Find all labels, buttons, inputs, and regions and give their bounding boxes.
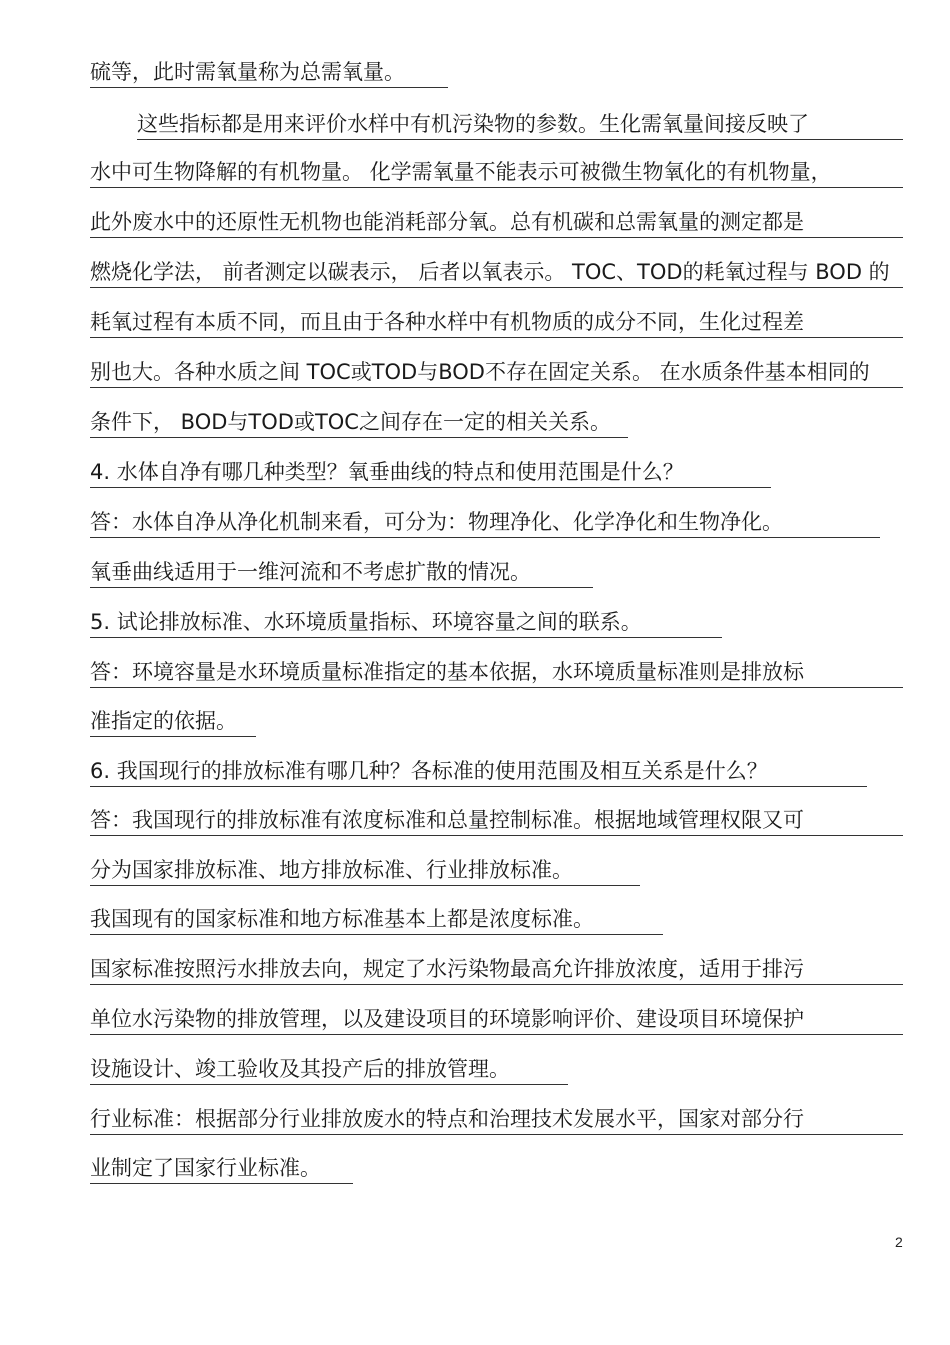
text-line-5: 燃烧化学法， 前者测定以碳表示， 后者以氧表示。 TOC、TOD的耗氧过程与 BOD 的 xyxy=(90,259,903,288)
text-line-8: 条件下， BOD与TOD或TOC之间存在一定的相关关系。 xyxy=(90,409,628,438)
answer-6-line-3: 我国现有的国家标准和地方标准基本上都是浓度标准。 xyxy=(90,906,663,935)
text-line-7: 别也大。各种水质之间 TOC或TOD与BOD不存在固定关系。 在水质条件基本相同的 xyxy=(90,359,903,388)
text-line-6: 耗氧过程有本质不同，而且由于各种水样中有机物质的成分不同，生化过程差 xyxy=(90,309,903,338)
question-6: 6. 我国现行的排放标准有哪几种？各标准的使用范围及相互关系是什么？ xyxy=(90,758,867,787)
text-line-1: 硫等，此时需氧量称为总需氧量。 xyxy=(90,59,448,88)
text-line-4: 此外废水中的还原性无机物也能消耗部分氧。总有机碳和总需氧量的测定都是 xyxy=(90,209,903,238)
text-line-3: 水中可生物降解的有机物量。 化学需氧量不能表示可被微生物氧化的有机物量， xyxy=(90,159,903,188)
answer-4-line-2: 氧垂曲线适用于一维河流和不考虑扩散的情况。 xyxy=(90,559,593,588)
answer-6-line-5: 单位水污染物的排放管理，以及建设项目的环境影响评价、建设项目环境保护 xyxy=(90,1006,903,1035)
question-5: 5. 试论排放标准、水环境质量指标、环境容量之间的联系。 xyxy=(90,609,722,638)
answer-6-line-6: 设施设计、竣工验收及其投产后的排放管理。 xyxy=(90,1056,568,1085)
answer-6-line-8: 业制定了国家行业标准。 xyxy=(90,1155,353,1184)
answer-4-line-1: 答：水体自净从净化机制来看，可分为：物理净化、化学净化和生物净化。 xyxy=(90,509,880,538)
question-4: 4. 水体自净有哪几种类型？氧垂曲线的特点和使用范围是什么？ xyxy=(90,459,771,488)
page-number: 2 xyxy=(895,1234,903,1250)
text-line-2: 这些指标都是用来评价水样中有机污染物的参数。生化需氧量间接反映了 xyxy=(137,111,903,140)
answer-6-line-4: 国家标准按照污水排放去向，规定了水污染物最高允许排放浓度，适用于排污 xyxy=(90,956,903,985)
answer-6-line-1: 答：我国现行的排放标准有浓度标准和总量控制标准。根据地域管理权限又可 xyxy=(90,807,903,836)
answer-6-line-7: 行业标准：根据部分行业排放废水的特点和治理技术发展水平，国家对部分行 xyxy=(90,1106,903,1135)
answer-5-line-2: 准指定的依据。 xyxy=(90,708,256,737)
answer-6-line-2: 分为国家排放标准、地方排放标准、行业排放标准。 xyxy=(90,857,640,886)
answer-5-line-1: 答：环境容量是水环境质量标准指定的基本依据，水环境质量标准则是排放标 xyxy=(90,659,903,688)
